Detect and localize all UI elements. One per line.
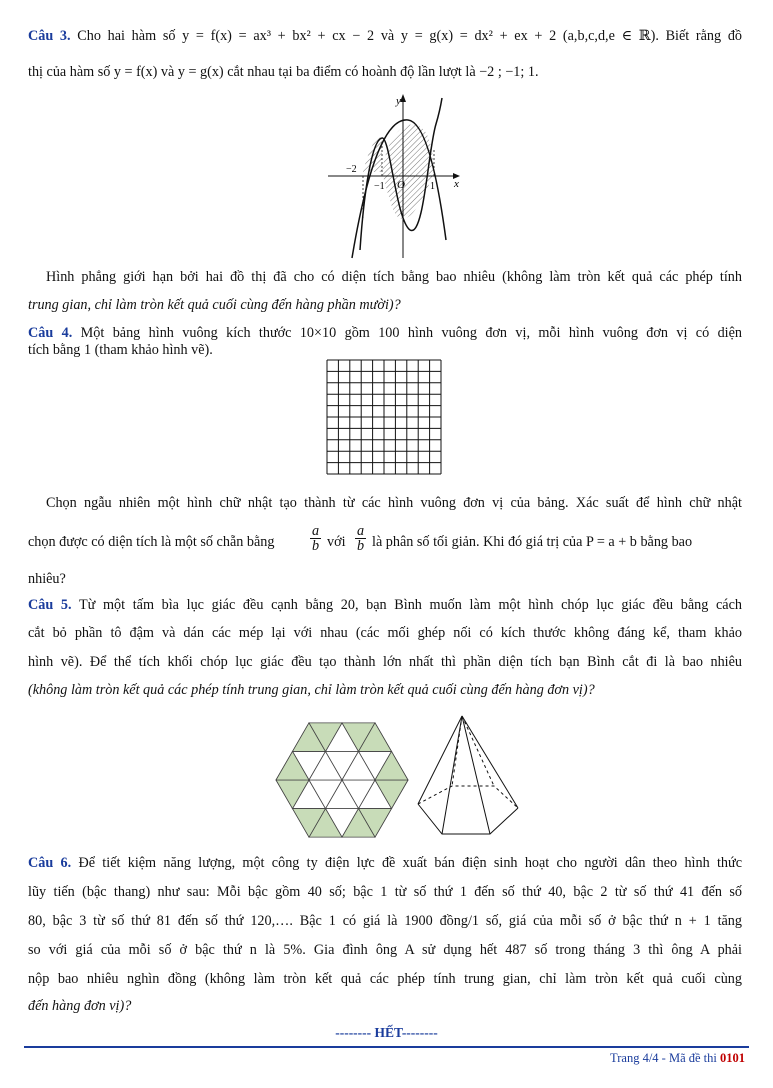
q4-line-3: Chọn ngẫu nhiên một hình chữ nhật tạo thành từ các hình vuông đơn vị của bảng. Xác suất để hình chữ nhật [46,495,742,511]
q4-line-2: tích bằng 1 (tham khảo hình vẽ). [28,342,213,358]
svg-text:y: y [396,95,401,107]
q3-question-1: Hình phẳng giới hạn bởi hai đồ thị đã cho có diện tích bằng bao nhiêu (không làm tròn kết quả các phép tính [46,269,742,285]
fraction-a-b-2: $\frac{a}{b}$ [357,523,365,554]
svg-text:−1: −1 [374,181,385,192]
q6-label: Câu 6. [28,855,72,871]
q4-line-1: Câu 4. Một bảng hình vuông kích thước 10×10 gồm 100 hình vuông đơn vị, mỗi hình vuông đơn vị có diện [28,325,743,341]
exam-code: 0101 [720,1051,745,1065]
q3-line-2: thị của hàm số y = f(x) và y = g(x) cắt nhau tại ba điểm có hoành độ lần lượt là −2 ; −1; 1. [28,64,539,80]
q3-line1-text: Cho hai hàm số y = f(x) = ax³ + bx² + cx − 2 và y = g(x) = dx² + ex + 2 (a,b,c,d,e ∈ ℝ). Biết rằng đồ [77,28,743,44]
q3-question-2: trung gian, chỉ làm tròn kết quả cuối cùng đến hàng phần mười)? [28,297,401,313]
svg-text:−2: −2 [346,164,357,175]
q6-line-2: lũy tiến (bậc thang) như sau: Mỗi bậc gồm 40 số; bậc 1 từ số thứ 1 đến số thứ 40, bậc 2 từ số thứ 41 đến số [28,884,742,900]
q5-line-3: hình vẽ). Để thể tích khối chóp lục giác đều tạo thành lớn nhất thì phần diện tích bạn Bình cắt đi là bao nhiêu [28,654,742,670]
q5-pyramid-figure [414,712,526,848]
q6-line-3: 80, bậc 3 từ số thứ 81 đến số thứ 120,…. Bậc 1 có giá là 1900 đồng/1 số, giá của mỗi số ở bậc thứ n + 1 tăng [28,913,742,929]
q5-line-1: Câu 5. Từ một tấm bìa lục giác đều cạnh bằng 20, bạn Bình muốn làm một hình chóp lục giác đều bằng cách [28,597,742,613]
q3-line-1 [28,28,742,45]
q6-line-6: đến hàng đơn vị)? [28,998,132,1014]
q5-label: Câu 5. [28,597,72,613]
fraction-a-b-1: $\frac{a}{b}$ [312,523,320,554]
q6-line-1: Câu 6. Để tiết kiệm năng lượng, một công ty điện lực đề xuất bán điện sinh hoạt cho người dân theo hình thức [28,855,742,871]
q5-line-2: cắt bỏ phần tô đậm và dán các mép lại với nhau (các mối ghép nối có kích thước không đáng kể, tham khảo [28,625,742,641]
q5-line-4: (không làm tròn kết quả các phép tính trung gian, chỉ làm tròn kết quả cuối cùng đến hàng đơn vị)? [28,682,595,698]
q3-label: Câu 3. [28,28,71,44]
q6-line-4: so với giá của mỗi số ở bậc thứ n là 5%. Gia đình ông A sử dụng hết 487 số trong tháng 3 thì ông A phải [28,942,742,958]
svg-text:O: O [397,179,405,191]
svg-text:1: 1 [430,181,435,192]
q4-line-5: nhiêu? [28,571,66,587]
area-right [382,124,434,219]
q4-label: Câu 4. [28,325,73,341]
footer-page: Trang 4/4 - Mã đề thi 0101 [610,1051,745,1065]
q5-hexagon-figure [272,712,412,848]
svg-text:x: x [454,178,459,190]
end-marker: -------- HẾT-------- [335,1025,438,1040]
q6-line-5: nộp bao nhiêu nghìn đồng (không làm tròn kết quả các phép tính trung gian, chỉ làm tròn kết quả cuối cùng [28,971,742,987]
footer-rule [24,1046,749,1048]
q3-graph-figure [320,90,470,260]
q4-line-4: chọn được có diện tích là một số chẵn bằng $\frac{a}{b}$ với $\frac{a}{b}$ là phân số tối giản. Khi đó giá trị của P = a + b bằng bao [28,523,693,554]
q4-grid-figure [326,359,442,475]
